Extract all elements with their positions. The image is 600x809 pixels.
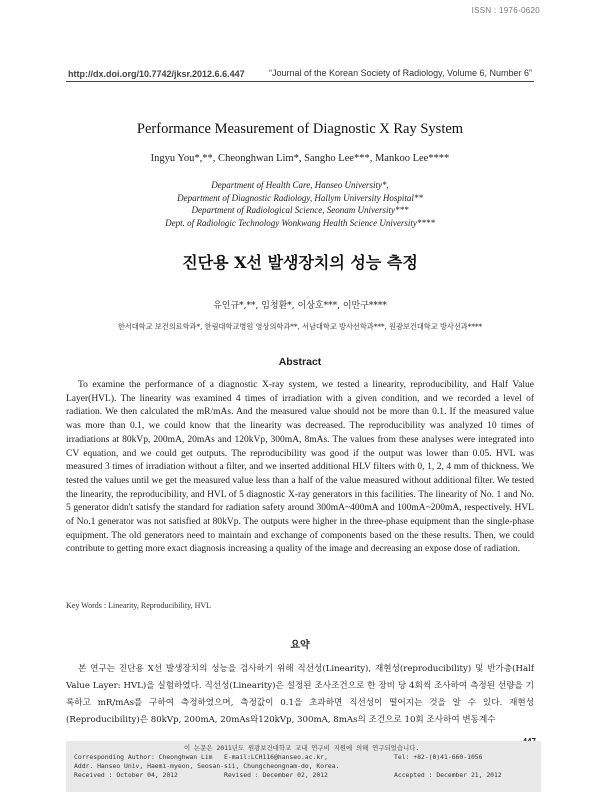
author-list: Ingyu You*,**, Cheonghwan Lim*, Sangho Lee***, Mankoo Lee**** <box>150 153 450 164</box>
affiliation-line: Dept. of Radiologic Technology Wonkwang Health Science University**** <box>165 217 435 228</box>
abstract-body: To examine the performance of a diagnostic X-ray system, we tested a linearity, reproducibility, and Half Value Layer(HVL). The linearity was examined 4 times of irradiation with a given condition, and we recorded a level of radiation. We then calculated the mR/mAs. And the measured value should not be more than 0.1. If the measured value was more than 0.1, we could know that the linearity was decreased. The reproducibility was analyzed 10 times of irradiations at 80kVp, 200mA, 20mAs and 120kVp, 300mA, 8mAs. The values from these analyses were integrated into CV equation, and we could get outputs. The reproducibility was good if the output was lower than 0.05. HVL was measured 3 times of irradiation without a filter, and we inserted additional HLV filters with 0, 1, 2, 4 mm of thickness. We tested the values until we get the measured value less than a half of the value measured without additional filter. We tested the linearity, the reproducibility, and HVL of 5 diagnostic X-ray generators in this facilities. The linearity of No. 1 and No. 5 generator didn't satisfy the standard for radiation safety around 300mA~400mA and 100mA~200mA, respectively. HVL of No.1 generator was not satisfied at 80kVp. The outputs were higher in the three-phase equipment than the single-phase equipment. The old generators need to maintain and exchange of components based on the these results. Then, we could contribute to getting more exact diagnosis increasing a quality of the image and decreasing an expose dose of radiation. <box>66 380 534 555</box>
keywords: Key Words : Linearity, Reproducibility, HVL <box>66 601 212 610</box>
journal-citation: “Journal of the Korean Society of Radiology, Volume 6, Number 6” <box>269 68 532 78</box>
corresponding-author: Corresponding Author: Cheonghwan Lim <box>74 753 213 761</box>
paper-title: Performance Measurement of Diagnostic X Ray System <box>136 121 464 137</box>
korean-affiliation-list: 한서대학교 보건의료학과*, 한림대학교병원 영상의학과**, 서남대학교 방사선학과***, 원광보건대학교 방사선과**** <box>117 322 483 331</box>
affiliation-line: Department of Health Care, Hanseo University*, <box>211 180 389 190</box>
author-address: Addr. Hanseo Univ, Haemi-myeon, Seosan-sii, Chungcheongnam-do, Korea. <box>74 762 340 770</box>
abstract-heading: Abstract <box>278 356 322 368</box>
affiliation-line: Department of Diagnostic Radiology, Hallym University Hospital** <box>177 192 423 203</box>
header-divider <box>66 81 534 82</box>
author-email[interactable]: E-mail:LCH116@hanseo.ac.kr, <box>224 753 328 761</box>
korean-abstract-heading: 요약 <box>290 640 310 651</box>
korean-abstract-body: 본 연구는 진단용 X선 발생장치의 성능을 검사하기 위해 직선성(Linearity), 재현성(reproducibility) 및 반가층(Half Value Layer: HVL)을 실험하였다. 직선성(Linearity)은 설정된 조사조건으로 한 장비 당 4회씩 조사하여 측정된 선량을 기록하고 mR/mAs를 구하여 측정하였으며, 측정값이 0.1을 초과하면 직선성이 떨어지는 것을 알 수 있다. 재현성(Reproducibility)은 80kVp, 200mA, 20mAs와120kVp, 300mA, 8mAs의 조건으로 10회 조사하여 변동계수 <box>66 664 534 725</box>
doi-link[interactable]: http://dx.doi.org/10.7742/jksr.2012.6.6.447 <box>68 69 245 79</box>
affiliation-list <box>0 179 600 229</box>
affiliation-line: Department of Radiological Science, Seonam University*** <box>191 205 409 215</box>
korean-title: 진단용 X선 발생장치의 성능 측정 <box>182 253 418 272</box>
korean-author-list: 유인규*,**, 임청환*, 이상호***, 이만구**** <box>213 301 387 311</box>
issn-number: ISSN : 1976-0620 <box>471 6 540 15</box>
funding-note: 이 논문은 2011년도 원광보건대학교 교내 연구비 지원에 의해 연구되었습니다. <box>184 744 420 752</box>
footnote-box <box>66 741 541 792</box>
received-date: Received : October 04, 2012 <box>74 771 178 779</box>
revised-date: Revised : December 02, 2012 <box>224 771 328 779</box>
accepted-date: Accepted : December 21, 2012 <box>394 771 502 779</box>
author-phone: Tel: +82-(0)41-660-1056 <box>394 753 483 761</box>
